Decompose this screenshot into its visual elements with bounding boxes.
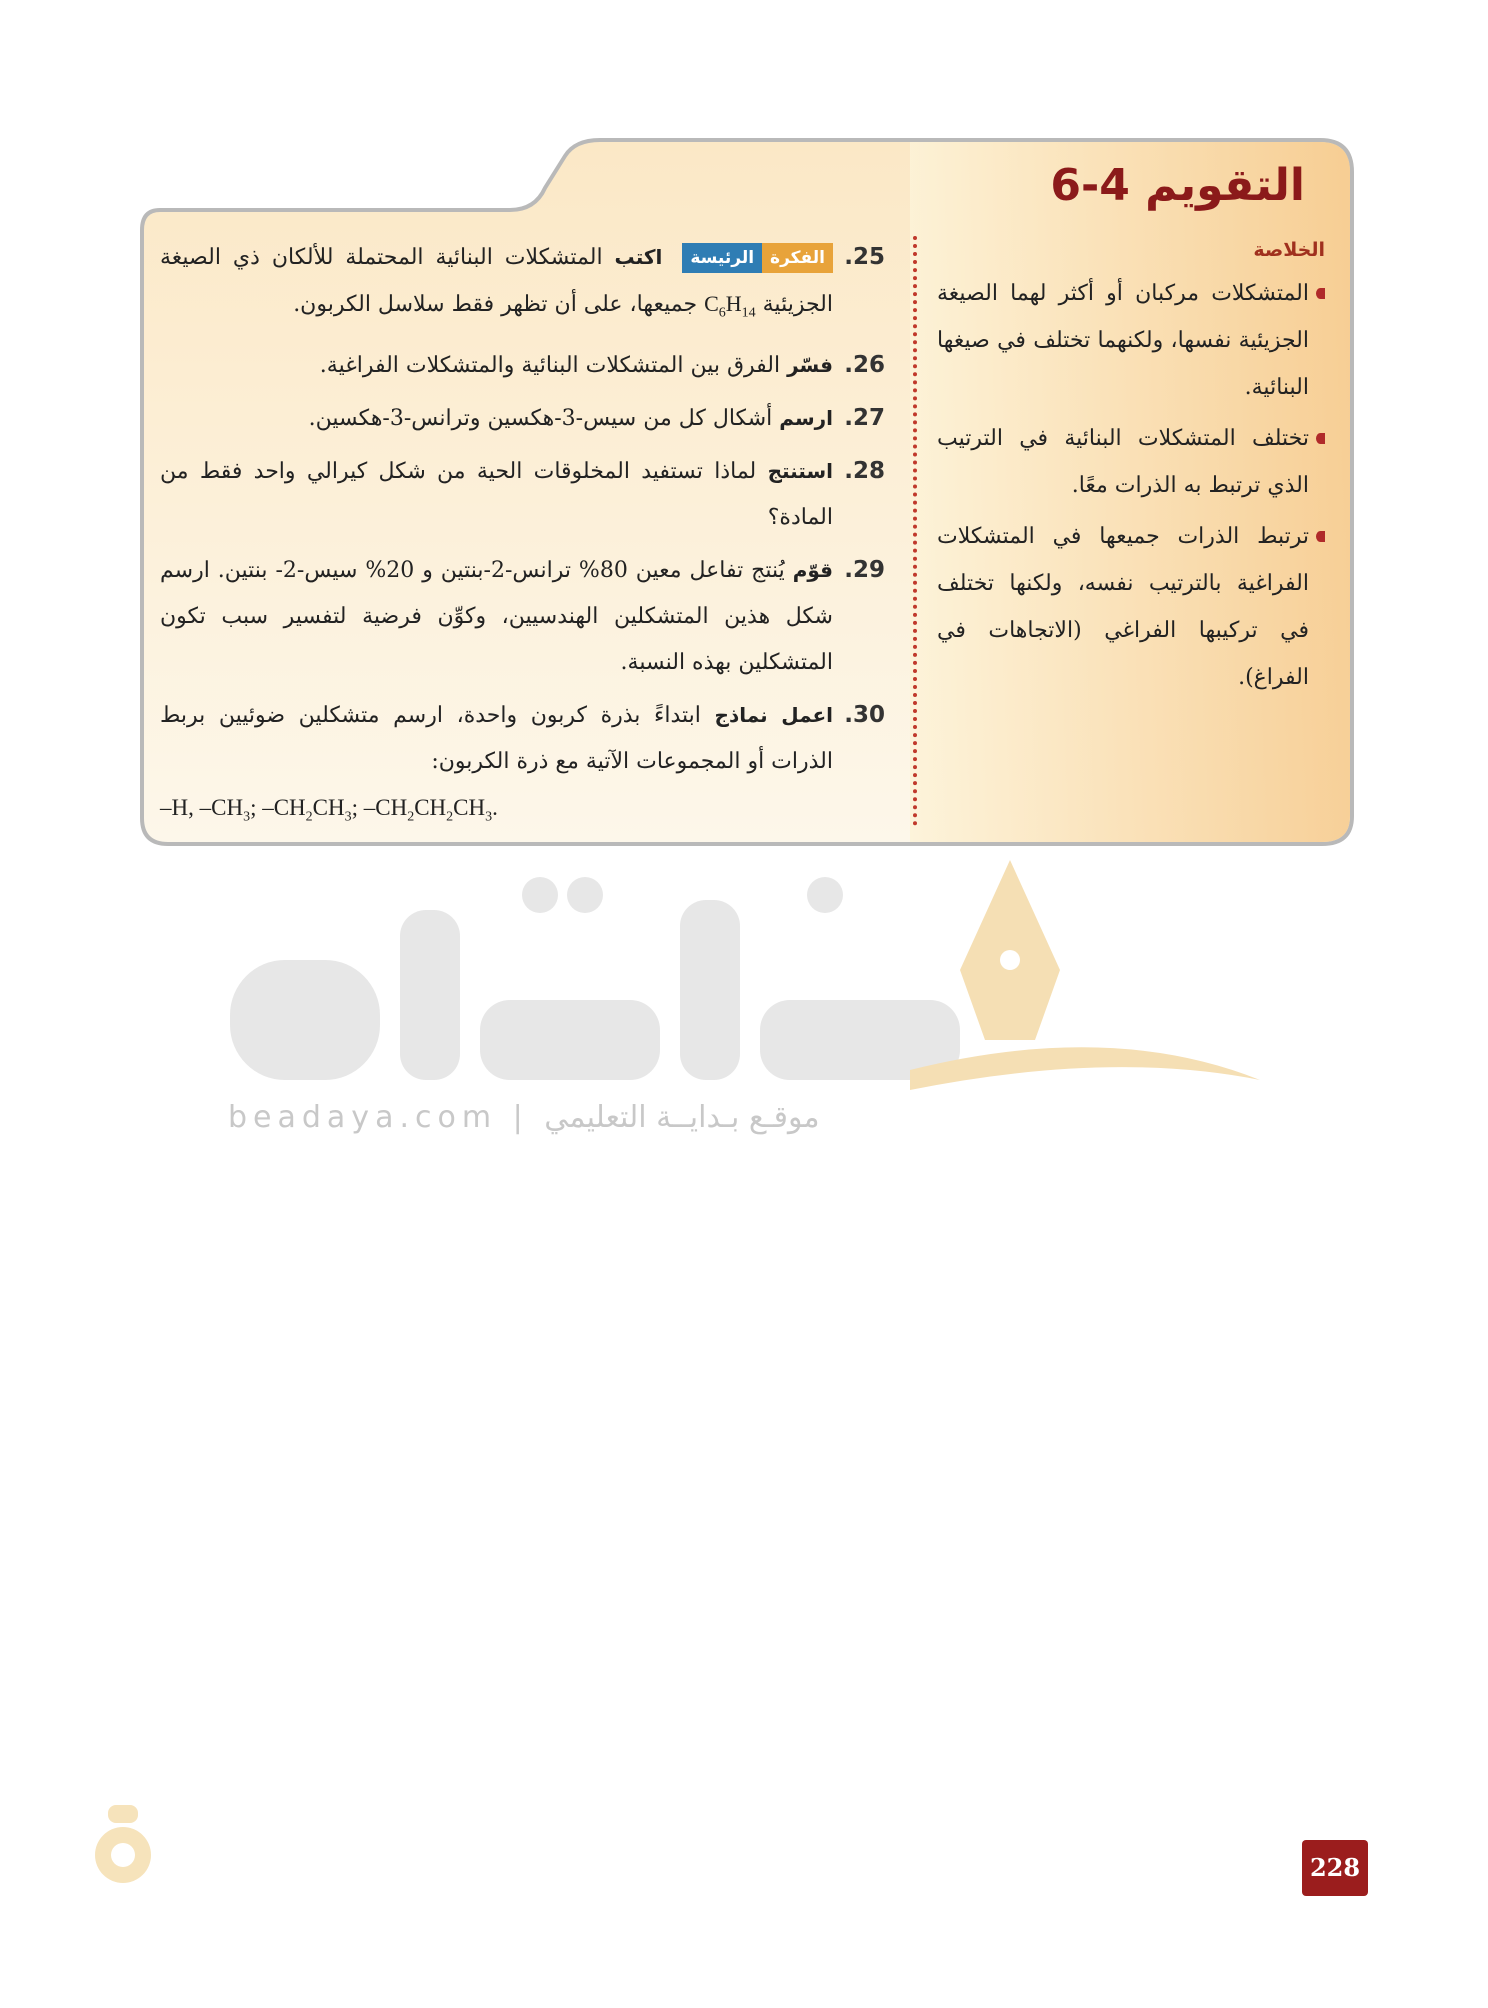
question-29	[160, 547, 885, 686]
molecular-formula: $C_6H_{14}$	[704, 291, 756, 321]
summary-heading: الخلاصة	[1253, 239, 1325, 261]
summary-point	[937, 513, 1325, 701]
question-text: الفرق بين المتشكلات البنائية والمتشكلات الفراغية.	[319, 353, 781, 379]
summary-box	[937, 234, 1325, 705]
question-number: 26.	[844, 352, 885, 379]
question-28	[160, 448, 885, 541]
summary-point-text: المتشكلات مركبان أو أكثر لهما الصيغة الجزيئية نفسها، ولكنهما تختلف في صيغها البنائية.	[937, 281, 1309, 400]
question-verb: اعمل نماذج	[714, 703, 833, 728]
question-verb: استنتج	[767, 459, 833, 484]
question-number: 30.	[844, 702, 885, 729]
question-number: 28.	[844, 458, 885, 485]
question-25	[160, 234, 885, 336]
dotted-divider	[913, 236, 917, 826]
question-number: 29.	[844, 557, 885, 584]
summary-point	[937, 415, 1325, 509]
questions-list	[160, 234, 885, 847]
assessment-card	[140, 138, 1355, 848]
summary-point	[937, 270, 1325, 411]
watermark-text: beadaya.com | موقـع بـدايــة التعليمي	[228, 1100, 820, 1135]
substituent-groups: –H, $-CH_3$; $-CH_2CH_3$; $-CH_2CH_2CH_3$.	[160, 795, 498, 825]
watermark-logo	[210, 850, 1270, 1100]
question-number: 25.	[844, 244, 885, 270]
question-27	[160, 395, 885, 442]
summary-point-text: تختلف المتشكلات البنائية في الترتيب الذي ترتبط به الذرات معًا.	[937, 426, 1309, 498]
question-number: 27.	[844, 405, 885, 432]
question-text: المتشكلات البنائية المحتملة للألكان ذي الصيغة الجزيئية	[160, 245, 833, 317]
question-text: يُنتج تفاعل معين 80% ترانس-2-بنتين و 20% سيس-2- بنتين. ارسم شكل هذين المتشكلين الهندسيين، وكوِّن فرضية لتفسير سبب تكون المتشكلين بهذه النسبة.	[160, 558, 833, 676]
corner-logo-icon	[88, 1800, 158, 1890]
page-number: 228	[1302, 1840, 1368, 1896]
question-30	[160, 692, 885, 841]
bullet-icon	[1316, 433, 1325, 444]
bullet-icon	[1316, 288, 1325, 299]
question-verb: فسّر	[787, 353, 833, 378]
question-verb: ارسم	[779, 406, 833, 431]
question-26	[160, 342, 885, 389]
question-text: ابتداءً بذرة كربون واحدة، ارسم متشكلين ضوئيين بربط الذرات أو المجموعات الآتية مع ذرة الكربون:	[160, 703, 833, 775]
question-verb: اكتب	[614, 245, 663, 269]
question-text: لماذا تستفيد المخلوقات الحية من شكل كيرالي واحد فقط من المادة؟	[160, 459, 833, 531]
main-idea-badge: الفكرةالرئيسة	[682, 243, 833, 273]
page-title: التقويم 4-6	[1050, 160, 1305, 211]
question-verb: قوّم	[792, 558, 833, 583]
summary-point-text: ترتبط الذرات جميعها في المتشكلات الفراغية بالترتيب نفسه، ولكنها تختلف في تركيبها الفراغي (الاتجاهات في الفراغ).	[937, 524, 1309, 690]
bullet-icon	[1316, 531, 1325, 542]
question-text: أشكال كل من سيس-3-هكسين وترانس-3-هكسين.	[308, 406, 773, 432]
question-text-cont: جميعها، على أن تظهر فقط سلاسل الكربون.	[293, 292, 698, 317]
